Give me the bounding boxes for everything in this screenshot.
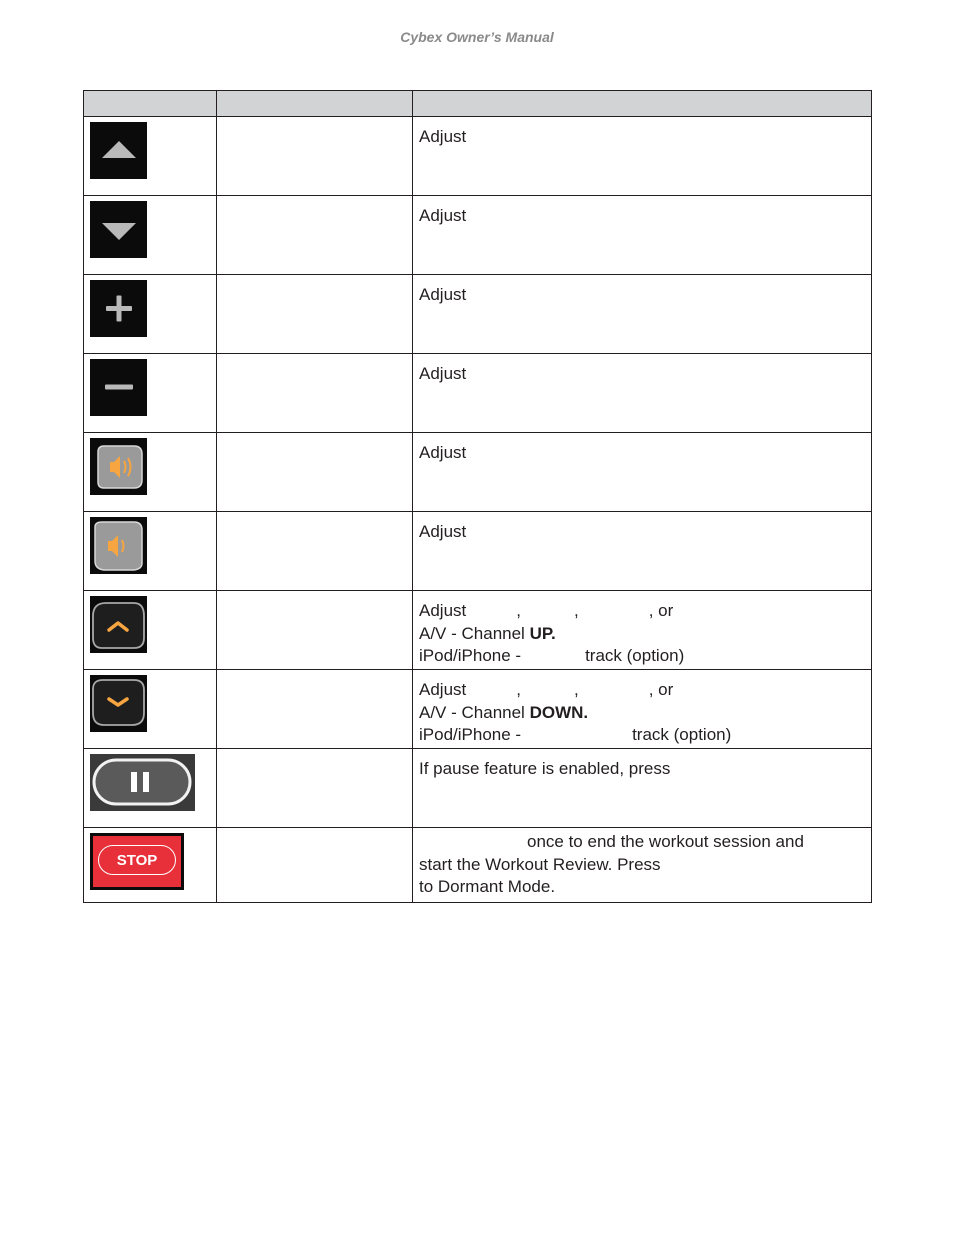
description-text: once to end the workout session and bbox=[527, 832, 804, 851]
volume-down-key-icon[interactable] bbox=[90, 517, 147, 574]
key-description-cell bbox=[413, 749, 872, 828]
arrow-up-key-icon[interactable] bbox=[90, 122, 147, 179]
description-line bbox=[419, 600, 865, 623]
key-name-cell bbox=[217, 512, 413, 591]
key-name-cell bbox=[217, 749, 413, 828]
table-header-row bbox=[84, 91, 872, 117]
description-text: Adjust bbox=[419, 522, 467, 541]
table-row bbox=[84, 275, 872, 354]
key-description-cell bbox=[413, 591, 872, 670]
description-line bbox=[419, 645, 865, 668]
description-text: track (option) bbox=[585, 646, 685, 665]
key-description-cell bbox=[413, 196, 872, 275]
description-text: , or bbox=[648, 601, 674, 620]
table-row bbox=[84, 512, 872, 591]
key-name-cell bbox=[217, 828, 413, 903]
key-description-cell bbox=[413, 828, 872, 903]
description-text: , or bbox=[648, 680, 674, 699]
description-text: Adjust bbox=[419, 127, 467, 146]
key-description-cell bbox=[413, 670, 872, 749]
description-text: , bbox=[573, 601, 579, 620]
page-header: Cybex Owner’s Manual bbox=[400, 29, 554, 45]
description-text: A/V - Channel bbox=[419, 623, 525, 643]
description-line bbox=[419, 854, 865, 877]
key-description-cell bbox=[413, 117, 872, 196]
arrow-down-key-icon[interactable] bbox=[90, 201, 147, 258]
description-text: Adjust bbox=[419, 206, 467, 225]
channel-down-key-icon[interactable] bbox=[90, 675, 147, 732]
table-row bbox=[84, 433, 872, 512]
pause-key-icon[interactable] bbox=[90, 754, 195, 811]
description-line bbox=[419, 724, 865, 747]
description-emphasis: UP. bbox=[529, 623, 556, 643]
volume-up-key-icon[interactable] bbox=[90, 438, 147, 495]
minus-key-icon[interactable] bbox=[90, 359, 147, 416]
description-text: track (option) bbox=[632, 725, 732, 744]
table-row bbox=[84, 828, 872, 903]
key-name-cell bbox=[217, 591, 413, 670]
key-icon-cell bbox=[84, 591, 217, 670]
description-line bbox=[419, 702, 865, 725]
description-text: iPod/iPhone - bbox=[419, 646, 522, 665]
plus-key-icon[interactable] bbox=[90, 280, 147, 337]
description-line bbox=[419, 831, 865, 854]
description-text: Adjust bbox=[419, 680, 467, 699]
description-text: , bbox=[516, 601, 521, 620]
table-row bbox=[84, 354, 872, 433]
description-text: Adjust bbox=[419, 601, 467, 620]
header-cell-key bbox=[84, 91, 217, 117]
description-text: Adjust bbox=[419, 364, 467, 383]
key-icon-cell bbox=[84, 512, 217, 591]
key-icon-cell bbox=[84, 117, 217, 196]
key-name-cell bbox=[217, 670, 413, 749]
table-row bbox=[84, 117, 872, 196]
description-line bbox=[419, 623, 865, 646]
key-icon-cell bbox=[84, 433, 217, 512]
keys-table bbox=[83, 90, 872, 903]
key-description-cell bbox=[413, 512, 872, 591]
channel-up-key-icon[interactable] bbox=[90, 596, 147, 653]
description-text: iPod/iPhone - bbox=[419, 725, 522, 744]
key-name-cell bbox=[217, 117, 413, 196]
key-icon-cell bbox=[84, 670, 217, 749]
key-description-cell bbox=[413, 354, 872, 433]
table-row bbox=[84, 670, 872, 749]
key-name-cell bbox=[217, 354, 413, 433]
description-text: A/V - Channel bbox=[419, 702, 525, 722]
description-emphasis: DOWN. bbox=[529, 702, 589, 722]
key-description-cell bbox=[413, 275, 872, 354]
header-cell-name bbox=[217, 91, 413, 117]
table-row bbox=[84, 196, 872, 275]
key-icon-cell bbox=[84, 828, 217, 903]
stop-key-icon[interactable] bbox=[90, 833, 184, 890]
description-line bbox=[419, 876, 865, 899]
description-line bbox=[419, 679, 865, 702]
description-text: to Dormant Mode. bbox=[419, 877, 556, 896]
key-name-cell bbox=[217, 196, 413, 275]
table-row bbox=[84, 591, 872, 670]
description-text: , bbox=[516, 680, 521, 699]
table-row bbox=[84, 749, 872, 828]
description-text: If pause feature is enabled, press bbox=[419, 759, 671, 778]
header-cell-description bbox=[413, 91, 872, 117]
description-text: Adjust bbox=[419, 443, 467, 462]
description-text: start the Workout Review. Press bbox=[419, 854, 661, 874]
description-text: Adjust bbox=[419, 285, 467, 304]
key-name-cell bbox=[217, 433, 413, 512]
key-icon-cell bbox=[84, 749, 217, 828]
key-icon-cell bbox=[84, 275, 217, 354]
description-text: , bbox=[573, 680, 579, 699]
key-icon-cell bbox=[84, 196, 217, 275]
stop-key-label: STOP bbox=[116, 852, 158, 869]
key-description-cell bbox=[413, 433, 872, 512]
key-name-cell bbox=[217, 275, 413, 354]
key-icon-cell bbox=[84, 354, 217, 433]
